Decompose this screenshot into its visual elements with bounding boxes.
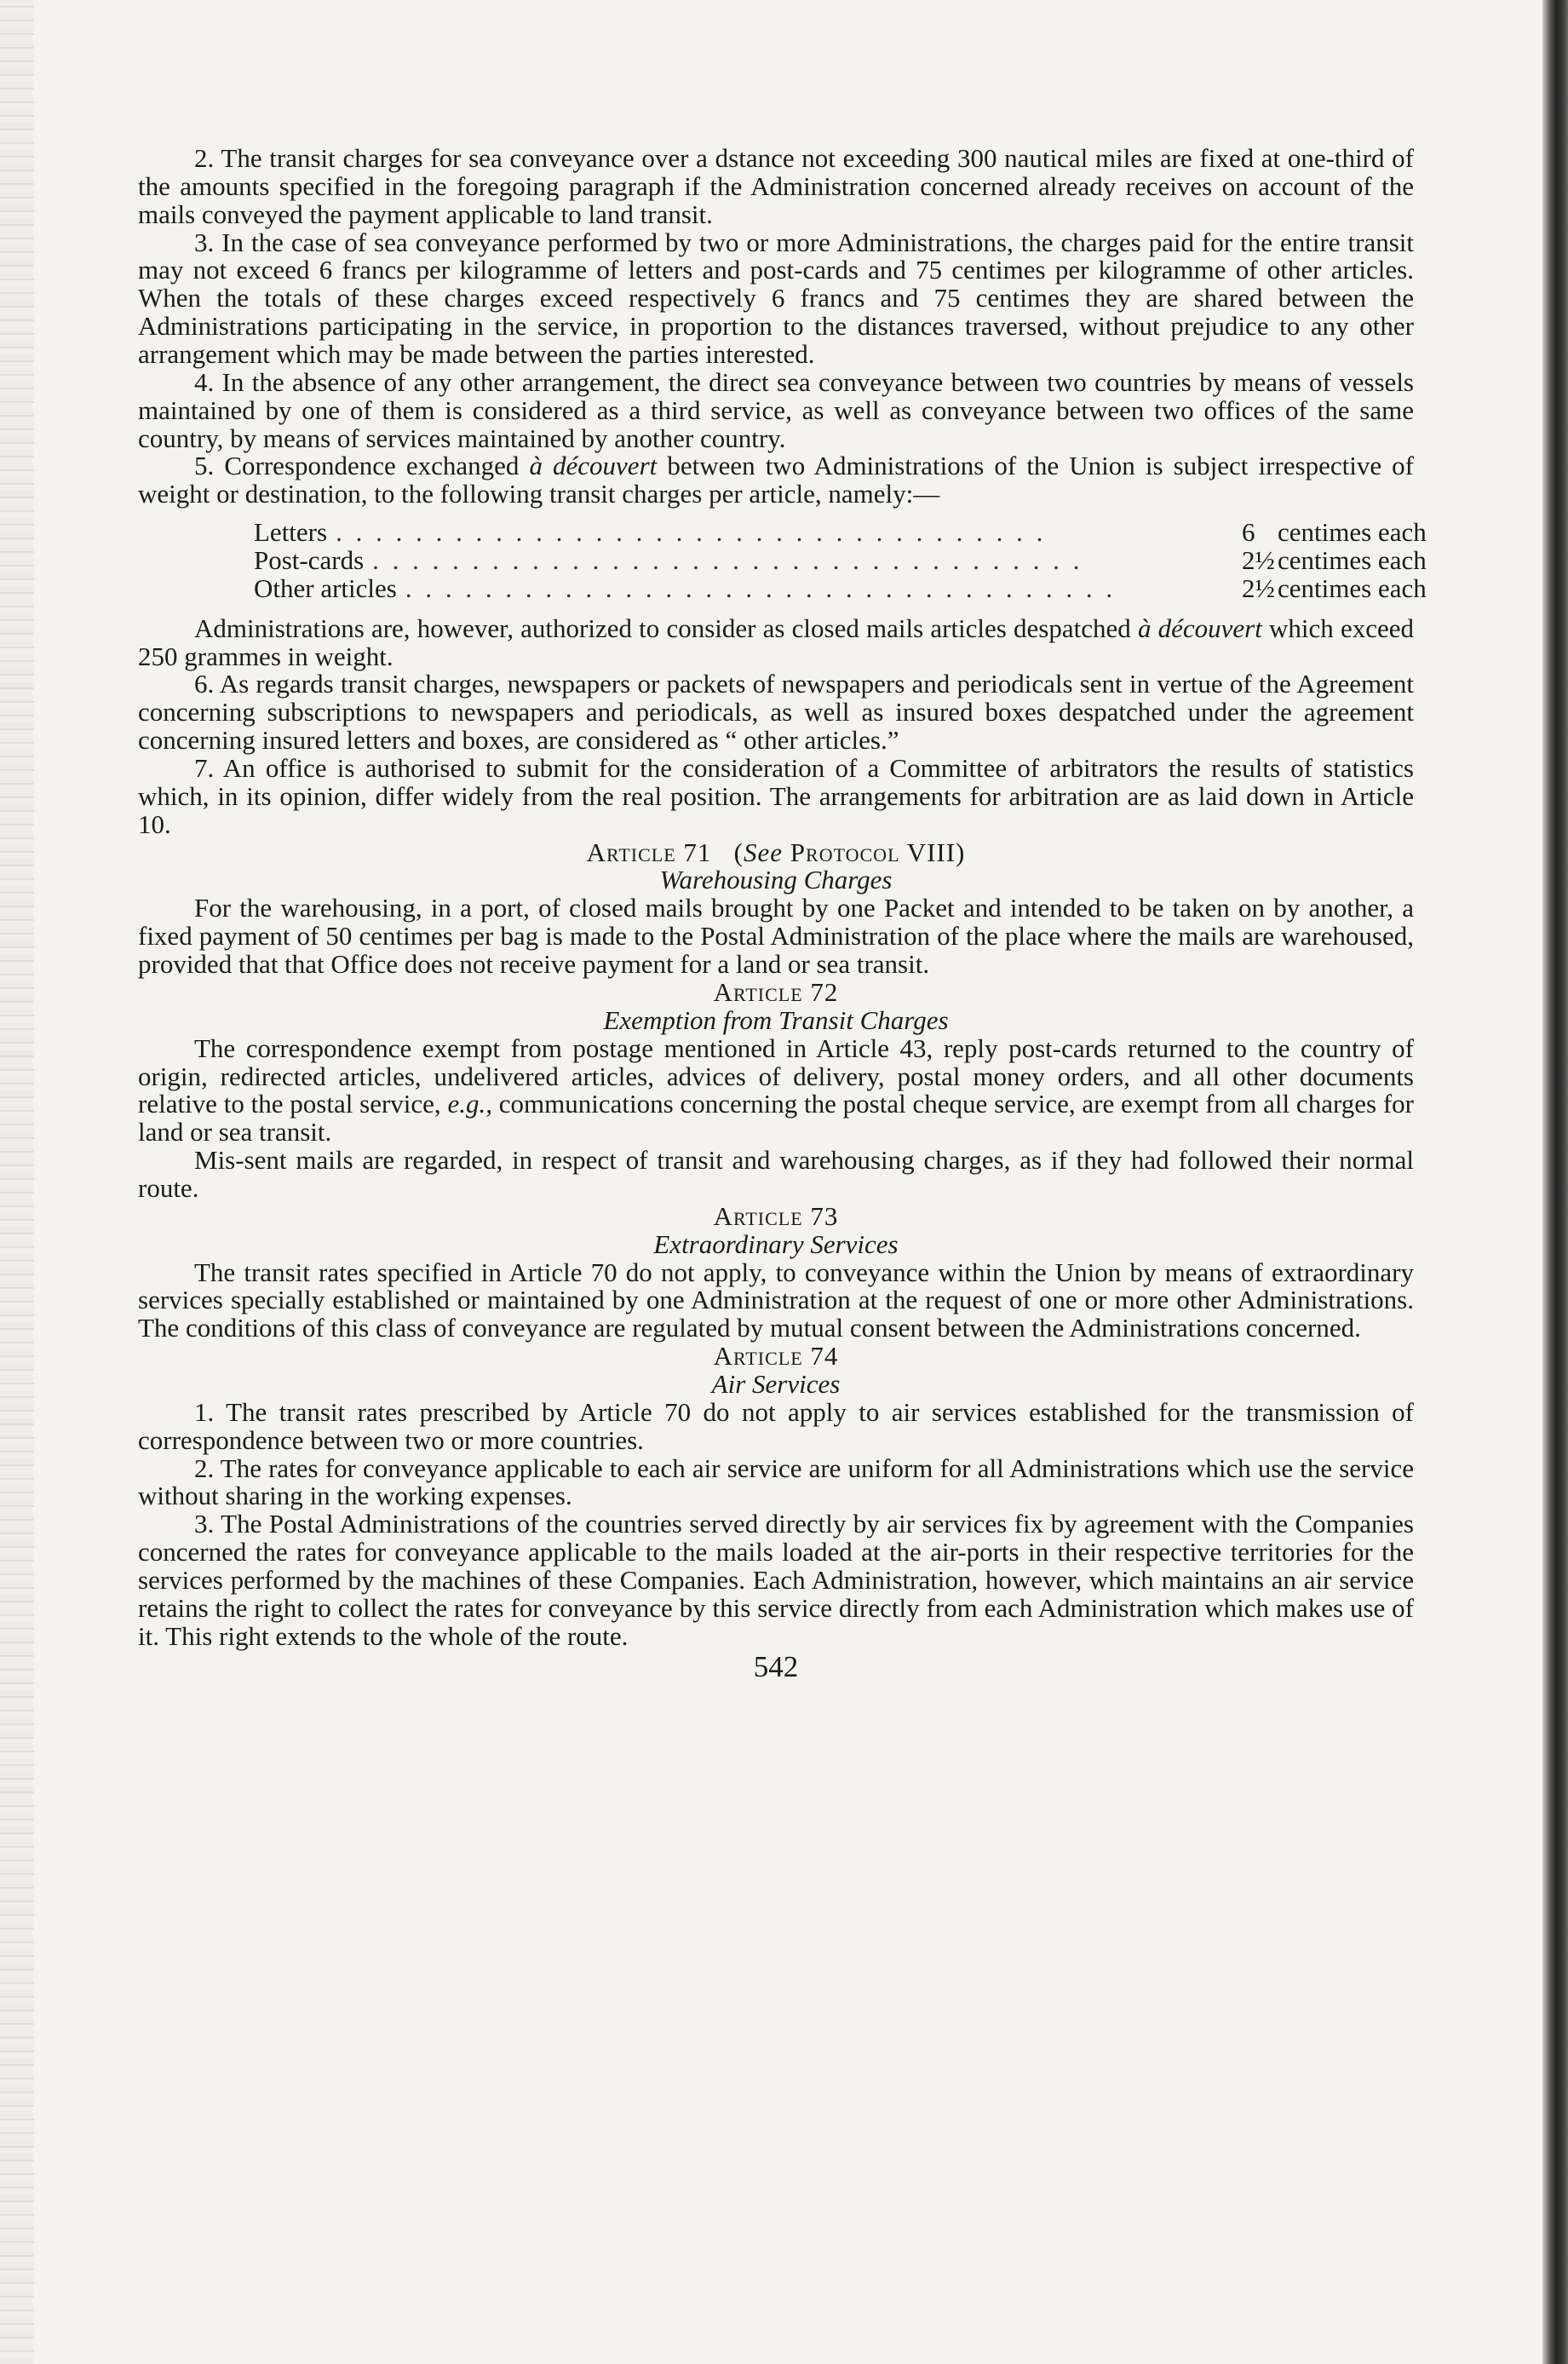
rate-row-other-articles: [254, 572, 1438, 603]
article-74-subtitle: Air Services: [711, 1368, 841, 1399]
administrations-note: Administrations are, however, authorized to consider as closed mails articles despatched à découvert which exceed 250 grammes in weight.: [138, 613, 1414, 671]
article-74-heading: Article 74: [713, 1341, 839, 1372]
scan-edge-left: [0, 0, 34, 2364]
article-72-subtitle: Exemption from Transit Charges: [603, 1004, 949, 1035]
article-71-heading: Article 71 (See Protocol VIII): [586, 837, 966, 867]
page-number: 542: [753, 1649, 799, 1683]
rate-label: Post-cards: [254, 545, 365, 576]
rate-row-post-cards: [254, 547, 1438, 575]
article-74-paragraph-2: 2. The rates for conveyance applicable to each air service are uniform for all Administrations which use the service without sharing in the working expenses.: [138, 1452, 1414, 1511]
paragraph-4: 4. In the absence of any other arrangement, the direct sea conveyance between two countries by means of vessels maintained by one of them is considered as a third service, as well as conveyance between two offices of the same country, by means of services maintained by another country.: [138, 366, 1414, 453]
article-73-subtitle: Extraordinary Services: [653, 1228, 899, 1259]
rate-label: Letters: [254, 517, 328, 548]
article-71-text: For the warehousing, in a port, of closed mails brought by one Packet and intended to be taken on by another, a fixed payment of 50 centimes per bag is made to the Postal Administration of the place where the mails are warehoused, provided that that Office does not receive payment for a land or sea transit.: [138, 893, 1414, 980]
article-74-paragraph-1: 1. The transit rates prescribed by Article 70 do not apply to air services established for the transmission of correspondence between two or more countries.: [138, 1396, 1414, 1455]
paragraph-2: 2. The transit charges for sea conveyance over a dstance not exceeding 300 nautical miles are fixed at one-third of the amounts specified in the foregoing paragraph if the Administration concerned already receives on account of the mails conveyed the payment applicable to land transit.: [138, 143, 1414, 229]
document-page: [138, 143, 1427, 1683]
leader-dots: . . . . . . . . . . . . . . . . . . . . . . . . . . . . . . . . . . . .: [336, 519, 1047, 548]
transit-rates-list: [254, 519, 1438, 603]
rate-amount: 2½ centimes each: [1242, 572, 1427, 603]
article-73-heading: Article 73: [713, 1200, 839, 1231]
article-72-heading: Article 72: [713, 976, 839, 1007]
article-74-paragraph-3: 3. The Postal Administrations of the countries served directly by air services fix by agreement with the Companies concerned the rates for conveyance applicable to the mails loaded at the air-ports in their respective territories for the services performed by the machines of these Companies. Each Administration, however, which maintains an air service retains the right to collect the rates for conveyance by this service directly from each Administration which makes use of it. This right extends to the whole of the route.: [138, 1509, 1414, 1651]
scan-edge-right: [1542, 0, 1568, 2364]
article-72-text-mis-sent: Mis-sent mails are regarded, in respect of transit and warehousing charges, as if they had followed their normal route.: [138, 1145, 1414, 1203]
rate-amount: 2½ centimes each: [1242, 545, 1427, 576]
article-73-text: The transit rates specified in Article 70 do not apply, to conveyance within the Union by means of extraordinary services specially established or maintained by one Administration at the request of one or more other Administrations. The conditions of this class of conveyance are regulated by mutual consent between the Administrations concerned.: [138, 1257, 1414, 1343]
leader-dots: . . . . . . . . . . . . . . . . . . . . . . . . . . . . . . . . . . . .: [372, 547, 1083, 575]
rate-row-letters: [254, 519, 1438, 547]
article-72-text: The correspondence exempt from postage mentioned in Article 43, reply post-cards returned to the country of origin, redirected articles, undelivered articles, advices of delivery, postal money orders, and all other documents relative to the postal service, e.g., communications concerning the postal cheque service, are exempt from all charges for land or sea transit.: [138, 1032, 1414, 1147]
rate-amount: 6 centimes each: [1242, 517, 1427, 548]
paragraph-3: 3. In the case of sea conveyance performed by two or more Administrations, the charges paid for the entire transit may not exceed 6 francs per kilogramme of letters and post-cards and 75 centimes per kilogramme of other articles. When the totals of these charges exceed respectively 6 francs and 75 centimes they are shared between the Administrations participating in the service, in proportion to the distances traversed, without prejudice to any other arrangement which may be made between the parties interested.: [138, 227, 1414, 370]
article-71-subtitle: Warehousing Charges: [659, 865, 893, 895]
paragraph-6: 6. As regards transit charges, newspapers or packets of newspapers and periodicals sent in vertue of the Agreement concerning subscriptions to newspapers and periodicals, as well as insured boxes despatched under the agreement concerning insured letters and boxes, are considered as “ other articles.”: [138, 669, 1414, 756]
paragraph-5: 5. Correspondence exchanged à découvert between two Administrations of the Union is subject irrespective of weight or destination, to the following transit charges per article, namely:—: [138, 451, 1414, 509]
leader-dots: . . . . . . . . . . . . . . . . . . . . . . . . . . . . . . . . . . . .: [405, 574, 1117, 603]
paragraph-7: 7. An office is authorised to submit for the consideration of a Committee of arbitrators the results of statistics which, in its opinion, differ widely from the real position. The arrangements for arbitration are as laid down in Article 10.: [138, 753, 1414, 839]
rate-label: Other articles: [254, 572, 397, 603]
